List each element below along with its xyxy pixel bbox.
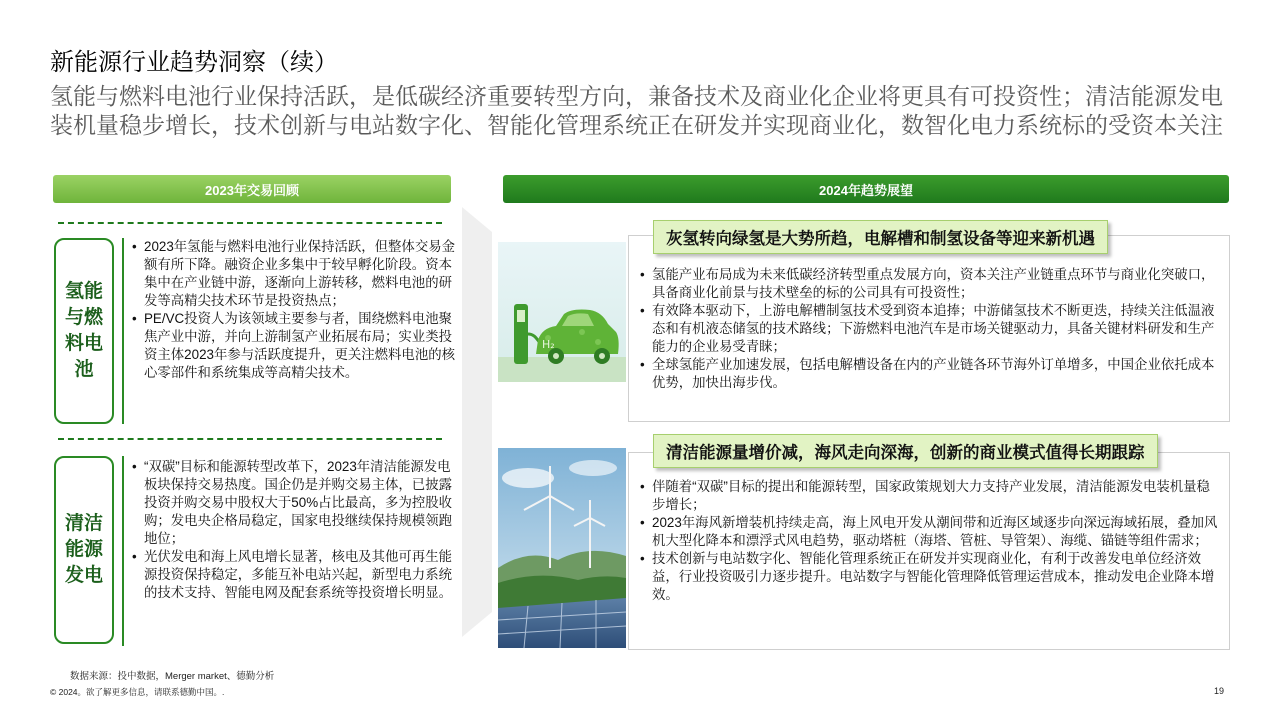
wind-solar-image bbox=[498, 448, 626, 648]
divider-dashed bbox=[58, 438, 442, 440]
vertical-rule bbox=[122, 238, 124, 424]
right-header-bar bbox=[503, 175, 1229, 203]
clean-energy-headline: 清洁能源量增价减，海风走向深海，创新的商业模式值得长期跟踪 bbox=[653, 434, 1158, 468]
list-item: • 氢能产业布局成为未来低碳经济转型重点发展方向，资本关注产业链重点环节与商业化突破口，具备商业化前景与技术壁垒的标的公司具有可投资性； bbox=[640, 266, 1222, 302]
list-item: • 全球氢能产业加速发展，包括电解槽设备在内的产业链各环节海外订单增多，中国企业依托成本优势，加快出海步伐。 bbox=[640, 356, 1222, 392]
hydrogen-review-list bbox=[132, 238, 460, 382]
label-line: 池 bbox=[74, 359, 94, 380]
h2-glyph: H₂ bbox=[542, 338, 555, 351]
copyright-note: © 2024。欲了解更多信息，请联系德勤中国。. bbox=[50, 687, 225, 697]
data-source-note: 数据来源：投中数据，Merger market、德勤分析 bbox=[70, 671, 275, 682]
label-line: 能源 bbox=[64, 539, 103, 560]
page-subtitle: 氢能与燃料电池行业保持活跃，是低碳经济重要转型方向，兼备技术及商业化企业将更具有可投资性；清洁能源发电装机量稳步增长，技术创新与电站数字化、智能化管理系统正在研发并实现商业化，数智化电力系统标的受资本关注 bbox=[50, 83, 1223, 138]
category-label-clean-energy bbox=[54, 456, 114, 644]
clean-energy-outlook-list bbox=[640, 478, 1222, 604]
list-item: • 伴随着“双碳”目标的提出和能源转型，国家政策规划大力支持产业发展，清洁能源发电装机量稳步增长； bbox=[640, 478, 1222, 514]
list-item: • 2023年氢能与燃料电池行业保持活跃，但整体交易金额有所下降。融资企业多集中于较早孵化阶段。资本集中在产业链中游，逐渐向上游转移，燃料电池的研发等高精尖技术环节是投资热点； bbox=[132, 238, 460, 310]
chevron-arrow-shape bbox=[462, 207, 492, 637]
page-title: 新能源行业趋势洞察（续） bbox=[50, 49, 338, 76]
hydrogen-headline: 灰氢转向绿氢是大势所趋，电解槽和制氢设备等迎来新机遇 bbox=[653, 220, 1108, 254]
page-number: 19 bbox=[1214, 686, 1225, 696]
label-line: 料电 bbox=[64, 333, 103, 354]
list-item: • 2023年海风新增装机持续走高，海上风电开发从潮间带和近海区域逐步向深远海域拓展，叠加风机大型化降本和漂浮式风电趋势，驱动塔桩（海塔、管桩、导管架）、海缆、锚链等组件需求； bbox=[640, 514, 1222, 550]
label-line: 氢能 bbox=[64, 281, 103, 302]
left-header-label: 2023年交易回顾 bbox=[205, 182, 299, 198]
vertical-rule bbox=[122, 456, 124, 646]
hydrogen-outlook-list bbox=[640, 266, 1222, 392]
right-header-label: 2024年趋势展望 bbox=[819, 182, 913, 198]
label-line: 发电 bbox=[64, 565, 103, 586]
hydrogen-car-image bbox=[498, 242, 626, 382]
list-item: • 技术创新与电站数字化、智能化管理系统正在研发并实现商业化，有利于改善发电单位经济效益，行业投资吸引力逐步提升。电站数字与智能化管理降低管理运营成本，推动发电企业降本增效。 bbox=[640, 550, 1222, 604]
category-label-hydrogen bbox=[54, 238, 114, 424]
divider-dashed bbox=[58, 222, 442, 224]
list-item: • “双碳”目标和能源转型改革下，2023年清洁能源发电板块保持交易热度。国企仍是并购交易主体，已披露投资并购交易中股权大于50%占比最高，多为控股收购；发电央企格局稳定，国家电投继续保持规模领跑地位； bbox=[132, 458, 460, 548]
clean-energy-review-list bbox=[132, 458, 460, 602]
list-item: • 光伏发电和海上风电增长显著，核电及其他可再生能源投资保持稳定，多能互补电站兴起，新型电力系统的技术支持、智能电网及配套系统等投资增长明显。 bbox=[132, 548, 460, 602]
list-item: • 有效降本驱动下，上游电解槽制氢技术受到资本追捧；中游储氢技术不断更迭，持续关注低温液态和有机液态储氢的技术路线；下游燃料电池汽车是市场关键驱动力，具备关键材料研发和生产能力的企业易受青睐； bbox=[640, 302, 1222, 356]
left-header-bar bbox=[53, 175, 451, 203]
list-item: • PE/VC投资人为该领域主要参与者，围绕燃料电池聚焦产业中游，并向上游制氢产业拓展布局；实业类投资主体2023年参与活跃度提升，更关注燃料电池的核心零部件和系统集成等高精尖技术。 bbox=[132, 310, 460, 382]
label-line: 清洁 bbox=[64, 513, 103, 534]
label-line: 与燃 bbox=[64, 307, 103, 328]
